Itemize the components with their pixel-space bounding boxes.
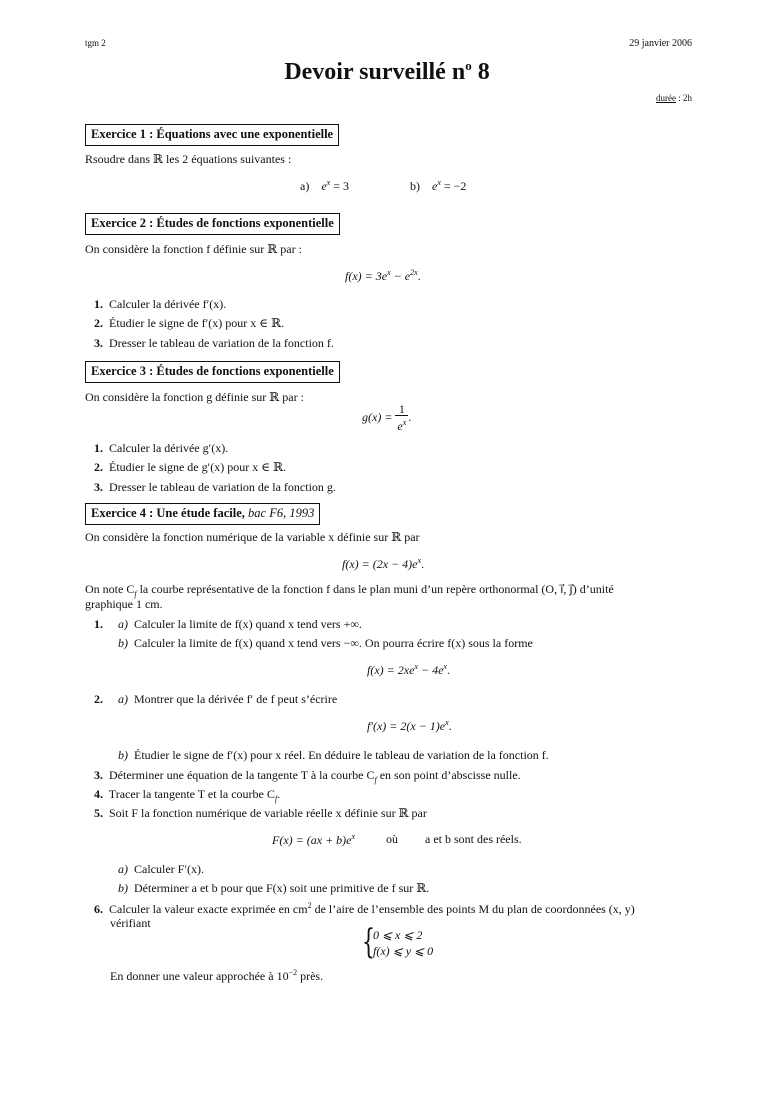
question-5-formula: $F(x) = (ax + b)e^x$ xyxy=(272,832,356,847)
question-2a-formula: $f'(x) = 2(x - 1)e^x$. xyxy=(367,718,452,733)
exercise-3-item-1: 1. Calculer la dérivée g′(x). xyxy=(94,441,229,455)
exercise-1-equation-a: a) $e^x = 3$ xyxy=(300,178,349,193)
exercise-2-formula: $f(x) = 3e^x - e^{2x}$. xyxy=(345,268,421,283)
exercise-2-item-2: 2. Étudier le signe de f′(x) pour x ∈ ℝ. xyxy=(94,316,285,330)
question-6-line-3: En donner une valeur approchée à $10^{-2}$ près. xyxy=(110,968,324,983)
header-class: tgm 2 xyxy=(85,38,106,48)
exercise-2-intro: On considère la fonction f définie sur ℝ par : xyxy=(85,242,302,256)
question-5-ou: où xyxy=(386,832,398,846)
question-4: 4. Tracer la tangente T et la courbe $C_f$. xyxy=(94,787,281,804)
exercise-4-note-line-2: graphique 1 cm. xyxy=(85,597,163,611)
exercise-2-item-1: 1. Calculer la dérivée f′(x). xyxy=(94,297,227,311)
exercise-3-item-3: 3. Dresser le tableau de variation de la fonction g. xyxy=(94,480,336,494)
exercise-3-item-2: 2. Étudier le signe de g′(x) pour x ∈ ℝ. xyxy=(94,460,287,474)
exercise-2-title: Exercice 2 : Études de fonctions exponentielle xyxy=(85,213,340,235)
question-1a: a) Calculer la limite de f(x) quand x tend vers +∞. xyxy=(118,617,362,631)
exercise-2-item-3: 3. Dresser le tableau de variation de la fonction f. xyxy=(94,336,334,350)
question-6-line-2: vérifiant xyxy=(110,916,151,930)
header-date: 29 janvier 2006 xyxy=(629,38,692,49)
exercise-3-title: Exercice 3 : Études de fonctions exponentielle xyxy=(85,361,340,383)
exercise-3-intro: On considère la fonction g définie sur ℝ par : xyxy=(85,390,304,404)
exercise-4-formula: $f(x) = (2x - 4)e^x$. xyxy=(342,556,425,571)
question-5-condition: a et b sont des réels. xyxy=(425,832,522,846)
question-5: 5. Soit F la fonction numérique de variable réelle x définie sur ℝ par xyxy=(94,806,427,820)
page-title: Devoir surveillé $n^o$ 8 xyxy=(284,58,490,85)
duration: durée : 2h xyxy=(655,93,692,103)
question-1-number: 1. xyxy=(94,617,103,631)
exercise-4-intro: On considère la fonction numérique de la variable x définie sur ℝ par xyxy=(85,530,420,544)
exercise-1-title: Exercice 1 : Équations avec une exponentielle xyxy=(85,124,339,146)
question-2a: a) Montrer que la dérivée f′ de f peut s’écrire xyxy=(118,692,338,706)
question-5b: b) Déterminer a et b pour que F(x) soit une primitive de f sur ℝ. xyxy=(118,881,430,895)
system-line-1: 0 ⩽ x ⩽ 2 xyxy=(373,928,423,942)
question-5a: a) Calculer F′(x). xyxy=(118,862,204,876)
fraction: $\frac{1}{e^x}$ xyxy=(397,402,407,433)
question-3: 3. Déterminer une équation de la tangente T à la courbe $C_f$ en son point d’abscisse nulle. xyxy=(94,768,521,785)
exercise-3-formula: g(x) = $\frac{1}{e^x}$ . xyxy=(362,402,412,433)
exercise-4-title: Exercice 4 : Une étude facile, bac F6, 1993 xyxy=(85,503,320,525)
question-2b: b) Étudier le signe de f′(x) pour x réel. En déduire le tableau de variation de la fonction f. xyxy=(118,748,549,762)
question-6-line-1: 6. Calculer la valeur exacte exprimée en $cm^2$ de l’aire de l’ensemble des points M du plan de coordonnées (x, y) xyxy=(94,901,635,916)
system-brace: { xyxy=(362,922,375,962)
question-1b-formula: $f(x) = 2xe^x - 4e^x$. xyxy=(367,662,450,677)
system-line-2: f(x) ⩽ y ⩽ 0 xyxy=(373,944,434,958)
exercise-1-intro: Rsoudre dans ℝ les 2 équations suivantes : xyxy=(85,152,292,166)
exercise-4-note-line-1: On note $C_f$ la courbe représentative de la fonction f dans le plan muni d’un repère orthonormal (O, i⃗, j⃗) d’unité xyxy=(85,582,614,599)
exercise-1-equation-b: b) $e^x = -2$ xyxy=(410,178,467,193)
question-2-number: 2. xyxy=(94,692,103,706)
question-1b: b) Calculer la limite de f(x) quand x tend vers −∞. On pourra écrire f(x) sous la forme xyxy=(118,636,533,650)
